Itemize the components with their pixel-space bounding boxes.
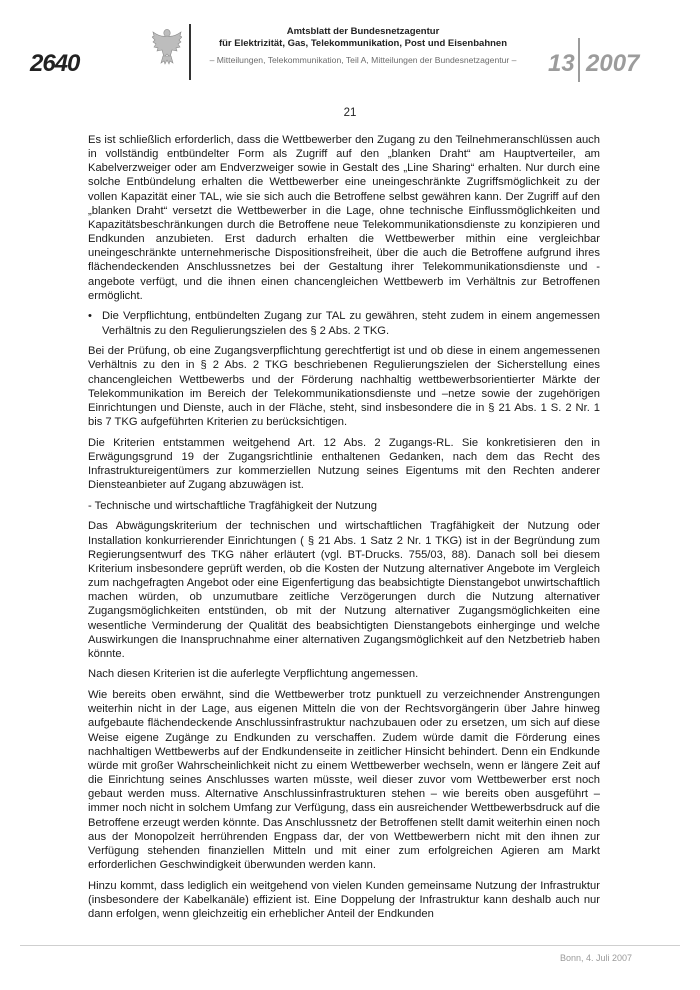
footer-date: Bonn, 4. Juli 2007 [559,953,632,963]
paragraph: Wie bereits oben erwähnt, sind die Wettbewerber trotz punktuell zu verzeichnender Anstrengungen weiterhin nicht in der Lage, aus eigenen Mitteln die von der Rechtsvorgängerin über Jahre hinweg aufgebaute flächendeckende Anschlussinfrastruktur nachzubauen oder zu ersetzen, um sich auf diese Weise eigene Zugänge zu Endkunden zu verschaffen. Zudem würde damit die Förderung eines nachhaltigen Wettbewerbs auf der Endkundenseite in zeitlicher Hinsicht behindert. Denn ein Endkunde würde mit großer Wahrscheinlichkeit nicht zu einem Wettbewerber wechseln, wenn er längere Zeit auf die Einrichtung seines Anschlusses warten müsste, weil dieser zuvor vom Wettbewerber erst noch gebaut werden muss. Alternative Anschlussinfrastrukturen stehen – wie bereits oben ausgeführt – immer noch nicht in solchem Umfang zur Verfügung, dass ein ausreichender Wettbewerbsdruck auf die Betroffene erzeugt werden könnte. Das Anschlussnetz der Betroffenen stellt damit weiterhin einen noch aus der Monopolzeit herrührenden Engpass dar, der von Wettbewerbern nicht mit den ihnen zur Verfügung stehenden finanziellen Mitteln und mit einer zum erfolgreichen Agieren am Markt erforderlichen Geschwindigkeit überwunden werden kann. [88,689,600,871]
paragraph: Es ist schließlich erforderlich, dass die Wettbewerber den Zugang zu den Teilnehmeranschlüssen auch in vollständig entbündelter Form als Zugriff auf den „blanken Draht“ am Hauptverteiler, am Kabelverzweiger oder am Endverzweiger sowie in Gestalt des „Line Sharing“ erhalten. Nur durch eine solche Entbündelung erhalten die Wettbewerber eine uneingeschränkte Zugriffsmöglichkeit zu der vollen Kapazität einer TAL, wie sie sich auch die Betroffene selbst gewähren kann. Der Zugriff auf den „blanken Draht“ versetzt die Wettbewerber in die Lage, ohne technische Einflussmöglichkeiten und Kapazitätsbeschränkungen durch die Betroffene neue Telekommunikationsdienste zu konzipieren und Endkunden anzubieten. Erst dadurch erhalten die Wettbewerber mithin eine vergleichbar uneingeschränkte unternehmerische Dispositionsfreiheit, über die auch die Betroffene aufgrund ihres flächendeckenden Anschlussnetzes bei der Gestaltung ihrer Telekommunikationsdienste und -angebote verfügt, und die ihnen einen chancengleichen Wettbewerb im Verhältnis zur Betroffenen ermöglicht. [88,134,600,302]
issue-divider [578,38,580,82]
paragraph: Nach diesen Kriterien ist die auferlegte Verpflichtung angemessen. [88,668,419,681]
footer-divider [20,945,680,946]
federal-eagle-icon [152,26,182,66]
issue-number: 13 [548,50,575,77]
gazette-title-line1: Amtsblatt der Bundesnetzagentur [286,26,440,37]
bullet-item [88,309,600,337]
gazette-subtitle: – Mitteilungen, Telekommunikation, Teil A, Mitteilungen der Bundesnetzagentur – [209,55,517,65]
bullet-icon: • [88,310,92,323]
document-body [88,133,600,928]
issue-year: 2007 [586,50,640,77]
bullet-text: Die Verpflichtung, entbündelten Zugang zur TAL zu gewähren, steht zudem in einem angemessen Verhältnis zu den Regulierungszielen des § 2 Abs. 2 TKG. [102,310,600,337]
gazette-title [200,26,526,50]
paragraph: Hinzu kommt, dass lediglich ein weitgehend von vielen Kunden gemeinsame Nutzung der Infrastruktur (insbesondere der Kabelkanäle) effizient ist. Eine Doppelung der Infrastruktur kann deshalb auch nur dann erfolgen, wenn gleichzeitig ein erheblicher Anteil der Endkunden [88,879,600,920]
header-divider [189,24,191,80]
document-page-number: 21 [343,107,357,119]
paragraph: Die Kriterien entstammen weitgehend Art. 12 Abs. 2 Zugangs-RL. Sie konkretisieren den in Erwägungsgrund 19 der Zugangsrichtlinie enthaltenen Gedanken, nach dem das Recht des Infrastruktureigentümers zur kommerziellen Nutzung seines Eigentums mit den Rechten anderer Diensteanbieter auf Zugang abzuwägen ist. [88,436,600,492]
gazette-title-line2: für Elektrizität, Gas, Telekommunikation, Post und Eisenbahnen [218,38,508,49]
paragraph: Das Abwägungskriterium der technischen und wirtschaftlichen Tragfähigkeit der Nutzung oder Installation konkurrierender Einrichtungen ( § 21 Abs. 1 Satz 2 Nr. 1 TKG) ist in der Begründung zum Regierungsentwurf des TKG näher erläutert (vgl. BT-Drucks. 755/03, 88). Danach soll bei diesem Kriterium insbesondere geprüft werden, ob die Kosten der Nutzung alternativer Angebote im Vergleich zum nachgefragten Angebot oder eine Eigenfertigung das beabsichtigte Dienstangebot unwirtschaftlich machen würden, ob unzumutbare zeitliche Verzögerungen durch die Nutzung alternativer Zugangsmöglichkeiten entstünden, ob mit der Nutzung alternativer Zugangsmöglichkeiten eine wesentliche Verminderung der Qualität des beabsichtigten Dienstangebots einherginge und welche Auswirkungen die Inanspruchnahme einer alternativen Zugangsmöglichkeit auf den Netzbetrieb haben könnte. [88,520,600,660]
gazette-page-number: 2640 [30,50,80,77]
paragraph: Bei der Prüfung, ob eine Zugangsverpflichtung gerechtfertigt ist und ob diese in einem angemessenen Verhältnis zu den in § 2 Abs. 2 TKG beschriebenen Regulierungszielen der Sicherstellung eines chancengleichen Wettbewerbs und der Förderung nachhaltig wettbewerbsorientierter Märkte der Telekommunikation im Bereich der Telekommunikationsdienste und –netze sowie der zugehörigen Einrichtungen und Dienste, auch in der Fläche, steht, sind insbesondere die in § 21 Abs. 1 S. 2 Nr. 1 bis 7 TKG aufgeführten Kriterien zu berücksichtigen. [88,345,600,428]
section-heading: - Technische und wirtschaftliche Tragfähigkeit der Nutzung [88,499,377,512]
